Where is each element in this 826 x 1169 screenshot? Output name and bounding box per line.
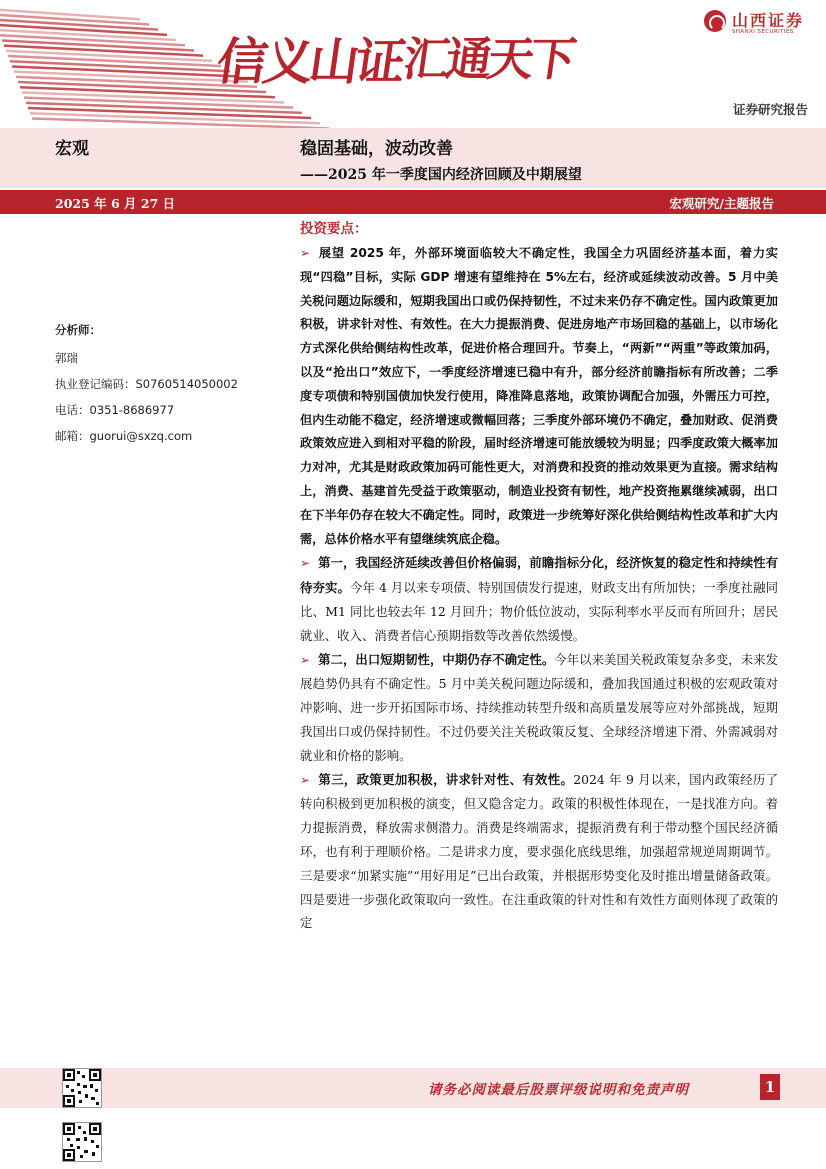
report-header xyxy=(0,0,826,128)
logo-emblem-icon xyxy=(704,10,726,32)
company-logo xyxy=(704,8,808,40)
page-number: 1 xyxy=(760,1074,780,1100)
analyst-email[interactable]: 邮箱：guorui@sxzq.com xyxy=(55,429,193,443)
report-type-label: 证券研究报告 xyxy=(732,102,808,117)
slogan-part-1: 信义山证 xyxy=(213,33,406,91)
first-text: 今年 4 月以来专项债、特别国债发行提速，财政支出有所加快；一季度社融同比、M1 同比也较去年 12 月回升；物价低位波动，实际利率水平反而有所回升；居民就业、收入、消费者信心预期指数等改善依然缓慢。 xyxy=(300,580,779,643)
key-point-first xyxy=(300,551,778,647)
report-date: 2025 年 6 月 27 日 xyxy=(55,196,176,211)
key-points-title: 投资要点： xyxy=(300,221,368,237)
footer-band xyxy=(0,1068,826,1108)
bullet-arrow-icon: ➢ xyxy=(300,246,311,260)
slogan-part-2: 汇通天下 xyxy=(400,32,576,86)
third-lead: 第三，政策更加积极，讲求针对性、有效性。 xyxy=(318,771,574,787)
analyst-info xyxy=(55,322,238,454)
report-kind: 宏观研究/主题报告 xyxy=(669,196,774,211)
analyst-license: 执业登记编码：S0760514050002 xyxy=(55,377,238,391)
qr-code-icon xyxy=(62,1068,102,1108)
bullet-arrow-icon: ➢ xyxy=(300,652,311,667)
analyst-name: 郭瑞 xyxy=(55,351,78,365)
report-category: 宏观 xyxy=(55,139,89,159)
bullet-arrow-icon: ➢ xyxy=(300,556,311,571)
report-title: 稳固基础，波动改善 xyxy=(300,139,453,159)
outlook-text: 展望 2025 年，外部环境面临较大不确定性，我国全力巩固经济基本面，着力实现“四稳”目标，实际 GDP 增速有望维持在 5%左右，经济或延续波动改善。5 月中美关税问题边际缓和，短期我国出口或仍保持韧性，不过未来仍存不确定性。国内政策更加积极，讲求针对性、有效性。在大力提振消费、促进房地产市场回稳的基础上，以市场化方式深化供给侧结构性改革，促进价格合理回升。节奏上，“两新”“两重”等政策加码，以及“抢出口”效应下，一季度经济增速已稳中有升，部分经济前瞻指标有所改善；二季度专项债和特别国债加快发行使用，降准降息落地，政策协调配合加强，外需压力可控，但内生动能不稳定，经济增速或微幅回落；三季度外部环境仍不确定，叠加财政、促消费政策效应进入到相对平稳的阶段，届时经济增速可能放缓较为明显；四季度政策大概率加力对冲，尤其是财政政策加码可能性更大，对消费和投资的推动效果更为直接。需求结构上，消费、基建首先受益于政策驱动，制造业投资有韧性，地产投资拖累继续减弱，出口在下半年仍存在较大不确定性。同时，政策进一步统筹好深化供给侧结构性改革和扩大内需，总体价格水平有望继续筑底企稳。 xyxy=(300,246,778,546)
first-lead: 第一，我国经济延续改善但价格偏弱，前瞻指标分化，经济恢复的稳定性和持续性有待夯实。 xyxy=(300,555,778,596)
qr-pattern xyxy=(63,1123,101,1161)
second-text: 今年以来美国关税政策复杂多变，未来发展趋势仍具有不确定性。5 月中美关税问题边际缓和，叠加我国通过积极的宏观政策对冲影响、进一步开拓国际市场、持续推动转型升级和高质量发展等应对外部挑战，短期我国出口或仍保持韧性。不过仍要关注关税政策反复、全球经济增速下滑、外需减弱对就业和价格的影响。 xyxy=(300,651,779,763)
disclaimer-notice: 请务必阅读最后股票评级说明和免责声明 xyxy=(428,1082,689,1098)
key-point-third xyxy=(300,768,778,936)
header-slogan xyxy=(213,22,577,94)
report-body xyxy=(300,218,778,935)
second-lead: 第二，出口短期韧性，中期仍存不确定性。 xyxy=(318,651,555,667)
bullet-arrow-icon: ➢ xyxy=(300,772,311,787)
report-subtitle: ——2025 年一季度国内经济回顾及中期展望 xyxy=(300,167,582,183)
logo-name: 山西证券 xyxy=(732,11,805,30)
analyst-label: 分析师： xyxy=(55,323,101,337)
qr-code-icon xyxy=(62,1122,102,1162)
key-point-second xyxy=(300,648,778,768)
logo-english-name: SHANXI SECURITIES xyxy=(732,29,794,35)
third-text: 2024 年 9 月以来，国内政策经历了转向积极到更加积极的演变，但又隐含定力。政策的积极性体现在，一是找准方向。着力提振消费，释放需求侧潜力。消费是终端需求，提振消费有利于带动整个国民经济循环，也有利于理顺价格。二是讲求力度，要求强化底线思维，加强超常规逆周期调节。三是要求“加紧实施”“用好用足”已出台政策，并根据形势变化及时推出增量储备政策。四是要进一步强化政策取向一致性。在注重政策的针对性和有效性方面则体现了政策的定 xyxy=(300,771,779,931)
qr-pattern xyxy=(63,1069,101,1107)
key-point-outlook xyxy=(300,242,778,551)
analyst-phone: 电话：0351-8686977 xyxy=(55,403,175,417)
